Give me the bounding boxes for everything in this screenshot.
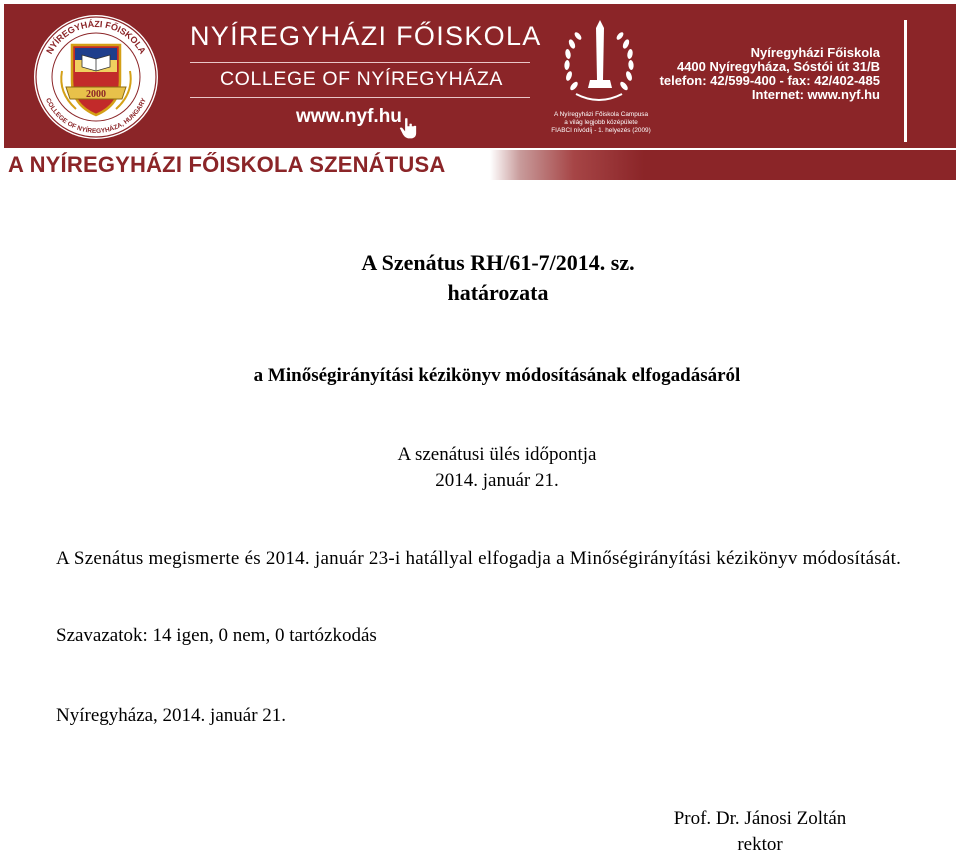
college-name-english: COLLEGE OF NYÍREGYHÁZA	[220, 68, 504, 90]
senate-title-strip	[4, 150, 956, 180]
header-rule-top	[190, 62, 530, 63]
senate-title: A NYÍREGYHÁZI FŐISKOLA SZENÁTUSA	[8, 152, 446, 177]
meeting-date-label: A szenátusi ülés időpontja	[397, 444, 597, 465]
address-line-name: Nyíregyházi Főiskola	[750, 45, 880, 60]
letterhead-banner	[4, 4, 956, 148]
svg-text:COLLEGE OF NYÍREGYHÁZA, HUNGAR: COLLEGE OF NYÍREGYHÁZA, HUNGARY	[44, 97, 148, 136]
college-seal-logo	[32, 13, 160, 141]
school-name: NYÍREGYHÁZI FŐISKOLA	[190, 21, 542, 51]
signer-name: Prof. Dr. Jánosi Zoltán	[673, 808, 847, 829]
header-rule-bottom	[190, 97, 530, 98]
resolution-heading: határozata	[447, 280, 549, 305]
address-line-phone: telefon: 42/599-400 - fax: 42/402-485	[659, 73, 880, 88]
svg-text:NYÍREGYHÁZI FŐISKOLA: NYÍREGYHÁZI FŐISKOLA	[44, 18, 148, 56]
contact-address	[660, 46, 880, 102]
header-vertical-divider	[904, 20, 907, 142]
website-link[interactable]: www.nyf.hu	[296, 106, 402, 127]
address-line-internet: Internet: www.nyf.hu	[751, 87, 880, 102]
vote-results: Szavazatok: 14 igen, 0 nem, 0 tartózkodás	[56, 625, 377, 646]
place-and-date: Nyíregyháza, 2014. január 21.	[56, 705, 287, 726]
award-laurel-icon	[552, 14, 646, 112]
resolution-subject: a Minőségirányítási kézikönyv módosításának elfogadásáról	[253, 365, 741, 386]
meeting-date: 2014. január 21.	[435, 470, 559, 491]
resolution-text: A Szenátus megismerte és 2014. január 23-i hatállyal elfogadja a Minőségirányítási kézikönyv módosítását.	[56, 548, 902, 569]
campus-award-text: A Nyíregyházi Főiskola Campusa a világ legjobb középülete FIABCI nívódíj - 1. helyezés (2009)	[551, 111, 651, 134]
resolution-number: A Szenátus RH/61-7/2014. sz.	[361, 250, 635, 275]
address-line-street: 4400 Nyíregyháza, Sóstói út 31/B	[676, 59, 880, 74]
signer-title: rektor	[737, 834, 783, 855]
hand-cursor-icon	[396, 115, 422, 141]
svg-text:2000: 2000	[86, 89, 106, 100]
